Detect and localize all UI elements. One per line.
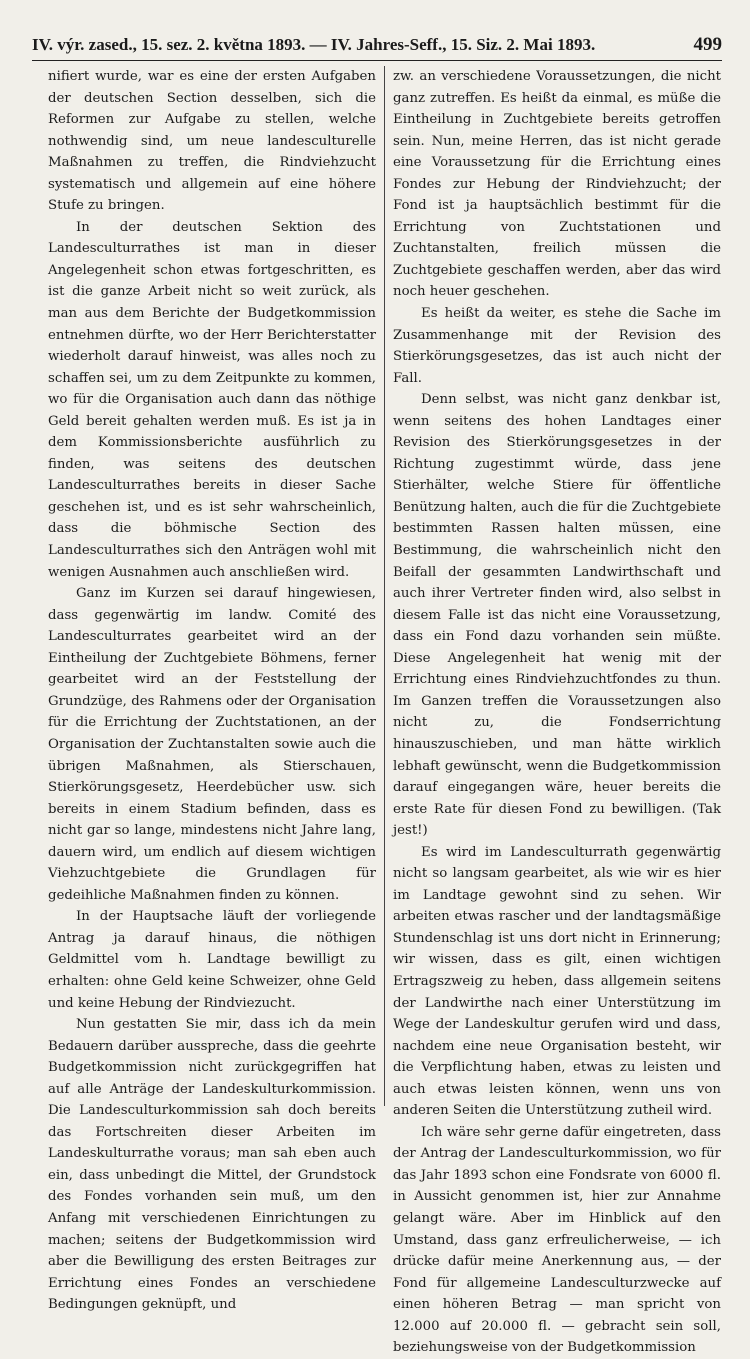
page-number: 499 (693, 34, 722, 55)
right-column (393, 66, 721, 1356)
page-header (32, 30, 722, 61)
paragraph: nifiert wurde, war es eine der ersten Aufgaben der deutschen Section desselben, sich die Reformen zur Aufgabe zu stellen, welche nothwendig sind, um neue landesculturelle Maßnahmen zu treffen, die Rindviehzucht systematisch und allgemein auf eine höhere Stufe zu bringen. (48, 69, 376, 214)
text-columns (48, 66, 722, 1356)
header-title: IV. výr. zased., 15. sez. 2. května 1893. — IV. Jahres-Seff., 15. Siz. 2. Mai 1893. (32, 35, 596, 54)
paragraph: In der Hauptsache läuft der vorliegende Antrag ja darauf hinaus, die nöthigen Geldmittel vom h. Landtage bewilligt zu erhalten: ohne Geld keine Schweizer, ohne Geld und keine Hebung der Rindviezucht. (48, 909, 376, 1011)
left-column (48, 66, 376, 1313)
paragraph: In der deutschen Sektion des Landesculturrathes ist man in dieser Angelegenheit schon etwas fortgeschritten, es ist die ganze Arbeit nicht so weit zurück, als man aus dem Berichte der Budgetkommission entnehmen dürfte, wo der Herr Berichterstatter wiederholt darauf hinweist, was alles noch zu schaffen sei, um zu dem Zeitpunkte zu kommen, wo für die Organisation auch dann das nöthige Geld bereit gehalten werden muß. Es ist ja in dem Kommissionsberichte ausführlich zu finden, was seitens des deutschen Landesculturrathes bereits in dieser Sache geschehen ist, und es ist sehr wahrscheinlich, dass die böhmische Section des Landesculturrathes sich den Anträgen wohl mit wenigen Ausnahmen auch anschließen wird. (48, 219, 376, 580)
column-divider (384, 66, 385, 1106)
paragraph: Es heißt da weiter, es stehe die Sache im Zusammenhange mit der Revision des Stierkörungsgesetzes, das ist auch nicht der Fall. (393, 306, 721, 386)
paragraph: Ich wäre sehr gerne dafür eingetreten, dass der Antrag der Landesculturkommission, wo für das Jahr 1893 schon eine Fondsrate von 6000 fl. in Aussicht genommen ist, hier zur Annahme gelangt wäre. Aber im Hinblick auf den Umstand, dass ganz erfreulicherweise, — ich drücke dafür meine Anerkennung aus, — der Fond für allgemeine Landesculturzwecke auf einen höheren Betrag — man spricht von 12.000 auf 20.000 fl. — gebracht sein soll, beziehungsweise von der Budgetkommission (393, 1124, 721, 1356)
paragraph: zw. an verschiedene Voraussetzungen, die nicht ganz zutreffen. Es heißt da einmal, es müße die Eintheilung in Zuchtgebiete bereits getroffen sein. Nun, meine Herren, das ist nicht gerade eine Voraussetzung für die Errichtung eines Fondes zur Hebung der Rindviehzucht; der Fond ist ja hauptsächlich bestimmt für die Errichtung von Zuchtstationen und Zuchtanstalten, freilich müssen die Zuchtgebiete geschaffen werden, aber das wird noch heuer geschehen. (393, 69, 721, 300)
paragraph: Nun gestatten Sie mir, dass ich da mein Bedauern darüber ausspreche, dass die geehrte Budgetkommission nicht zurückgegriffen hat auf alle Anträge der Landeskulturkommission. Die Landesculturkommission sah doch bereits das Fortschreiten dieser Arbeiten im Landeskulturrathe voraus; man sah eben auch ein, dass unbedingt die Mittel, der Grundstock des Fondes vorhanden sein muß, um den Anfang mit verschiedenen Einrichtungen zu machen; seitens der Budgetkommission wird aber die Bewilligung des ersten Beitrages zur Errichtung eines Fondes an verschiedene Bedingungen geknüpft, und (48, 1017, 376, 1313)
paragraph: Denn selbst, was nicht ganz denkbar ist, wenn seitens des hohen Landtages einer Revision des Stierkörungsgesetzes in der Richtung zugestimmt würde, dass jene Stierhälter, welche Stiere für öffentliche Benützung halten, auch die für die Zuchtgebiete bestimmten Rassen halten müssen, eine Bestimmung, die wahrscheinlich nicht den Beifall der gesammten Landwirthschaft und auch ihrer Vertreter finden wird, also selbst in diesem Falle ist das nicht eine Voraussetzung, dass ein Fond dazu vorhanden sein müßte. Diese Angelegenheit hat wenig mit der Errichtung eines Rindviehzuchtfondes zu thun. Im Ganzen treffen die Voraussetzungen also nicht zu, die Fondserrichtung hinauszuschieben, und man hätte wirklich lebhaft gewünscht, wenn die Budgetkommission darauf eingegangen wäre, heuer bereits die erste Rate für diesen Fond zu bewilligen. (Tak jest!) (393, 392, 721, 839)
paragraph: Es wird im Landesculturrath gegenwärtig nicht so langsam gearbeitet, als wie wir es hier im Landtage gewohnt sind zu sehen. Wir arbeiten etwas rascher und der landtagsmäßige Stundenschlag ist uns dort nicht in Erinnerung; wir wissen, dass es gilt, einen wichtigen Ertragszweig zu heben, dass allgemein seitens der Landwirthe nach einer Unterstützung im Wege der Landeskultur gerufen wird und dass, nachdem eine neue Organisation besteht, wir die Verpflichtung haben, etwas zu leisten und auch etwas leisten können, wenn uns von anderen Seiten die Unterstützung zutheil wird. (393, 844, 721, 1119)
paragraph: Ganz im Kurzen sei darauf hingewiesen, dass gegenwärtig im landw. Comité des Landesculturrates gearbeitet wird an der Eintheilung der Zuchtgebiete Böhmens, ferner gearbeitet wird an der Feststellung der Grundzüge, des Rahmens oder der Organisation für die Errichtung der Zuchtstationen, an der Organisation der Zuchtanstalten sowie auch die übrigen Maßnahmen, als Stierschauen, Stierkörungsgesetz, Heerdebücher usw. sich bereits in einem Stadium befinden, dass es nicht gar so lange, mindestens nicht Jahre lang, dauern wird, um endlich auf diesem wichtigen Viehzuchtgebiete die Grundlagen für gedeihliche Maßnahmen finden zu können. (48, 586, 376, 903)
